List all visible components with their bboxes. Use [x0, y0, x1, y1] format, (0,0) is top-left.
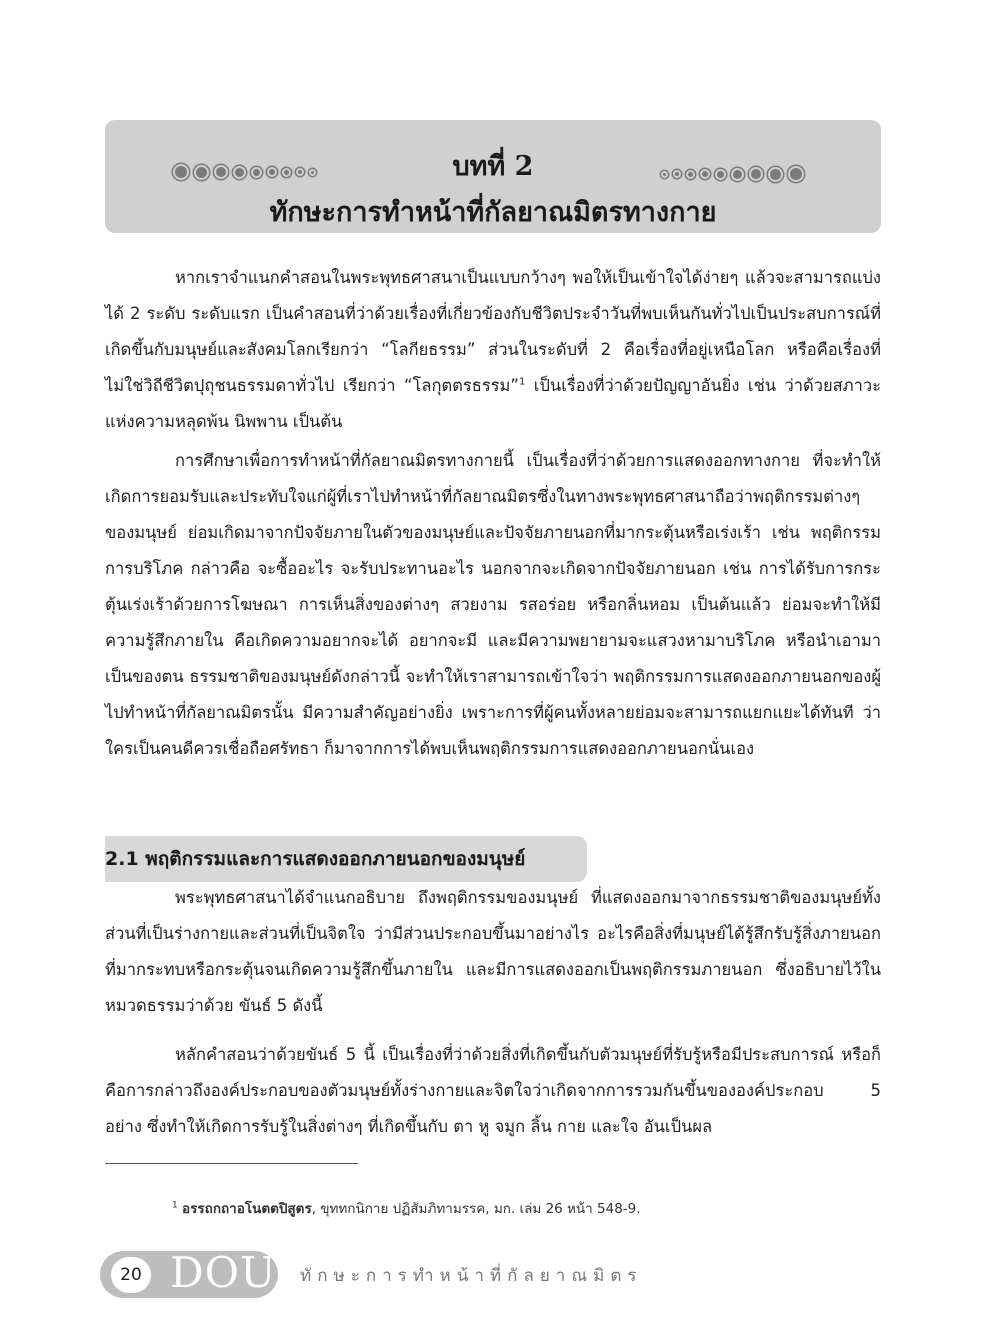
section-paragraph-2: [105, 1037, 881, 1145]
dot-icon: [749, 167, 763, 181]
dot-icon: [661, 171, 668, 178]
decorative-dots-right: [661, 166, 804, 182]
brand-logo: DOU: [170, 1248, 277, 1297]
chapter-number: บทที่ 2: [452, 151, 534, 182]
dot-icon: [715, 169, 726, 180]
chapter-title: ทักษะการทำหน้าที่กัลยาณมิตรทางกาย: [269, 197, 717, 228]
chapter-banner: [105, 120, 881, 233]
page-number: 20: [111, 1257, 151, 1293]
footnote-source-detail: , ขุททกนิกาย ปฏิสัมภิทามรรค, มก. เล่ม 26 หน้า 548-9.: [311, 1201, 641, 1217]
section-paragraph-1: [105, 880, 881, 1024]
paragraph-text: การศึกษาเพื่อการทำหน้าที่กัลยาณมิตรทางกายนี้ เป็นเรื่องที่ว่าด้วยการแสดงออกทางกาย ที่จะทำให้เกิดการยอมรับและประทับใจแก่ผู้ที่เราไปทำหน้าที่กัลยาณมิตรซึ่งในทางพระพุทธศาสนาถือว่าพฤติกรรมต่างๆ ของมนุษย์ ย่อมเกิดมาจากปัจจัยภายในตัวของมนุษย์และปัจจัยภายนอกที่มากระตุ้นหรือเร่งเร้า เช่น พฤติกรรมการบริโภค กล่าวคือ จะซื้ออะไร จะรับประทานอะไร นอกจากจะเกิดจากปัจจัยภายนอก เช่น การได้รับการกระตุ้นเร่งเร้าด้วยการโฆษณา การเห็นสิ่งของต่างๆ สวยงาม รสอร่อย หรือกลิ่นหอม เป็นต้นแล้ว ย่อมจะทำให้มีความรู้สึกภายใน คือเกิดความอยากจะได้ อยากจะมี และมีความพยายามจะแสวงหามาบริโภค หรือนำเอามาเป็นของตน ธรรมชาติของมนุษย์ดังกล่าวนี้ จะทำให้เราสามารถเข้าใจว่า พฤติกรรมการแสดงออกภายนอกของผู้ไปทำหน้าที่กัลยาณมิตรนั้น มีความสำคัญอย่างยิ่ง เพราะการที่ผู้คนทั้งหลายย่อมจะสามารถแยกแยะได้ทันที ว่าใครเป็นคนดีควรเชื่อถือศรัทธา ก็มาจากการได้พบเห็นพฤติกรรมการแสดงออกภายนอกนั่นเอง: [105, 451, 881, 758]
paragraph-text: พระพุทธศาสนาได้จำแนกอธิบาย ถึงพฤติกรรมของมนุษย์ ที่แสดงออกมาจากธรรมชาติของมนุษย์ทั้งส่วนที่เป็นร่างกายและส่วนที่เป็นจิตใจ ว่ามีส่วนประกอบขึ้นมาอย่างไร อะไรคือสิ่งที่มนุษย์ได้รู้สึกรับรู้สิ่งภายนอกที่มากระทบหรือกระตุ้นจนเกิดความรู้สึกขึ้นภายใน และมีการแสดงออกเป็นพฤติกรรมภายนอก ซึ่งอธิบายไว้ในหมวดธรรมว่าด้วย ขันธ์ 5 ดังนี้: [105, 888, 881, 1015]
dot-icon: [731, 168, 744, 181]
dot-icon: [768, 167, 783, 182]
paragraph-text: หลักคำสอนว่าด้วยขันธ์ 5 นี้ เป็นเรื่องที่ว่าด้วยสิ่งที่เกิดขึ้นกับตัวมนุษย์ที่รับรู้หรือมีประสบการณ์ หรือก็คือการกล่าวถึงองค์ประกอบของตัวมนุษย์ทั้งร่างกายและจิตใจว่าเกิดจากการรวมกันขึ้นขององค์ประกอบ 5 อย่าง ซึ่งทำให้เกิดการรับรู้ในสิ่งต่างๆ ที่เกิดขึ้นกับ ตา หู จมูก ลิ้น กาย และใจ อันเป็นผล: [105, 1045, 881, 1136]
dot-icon: [700, 169, 710, 179]
dot-icon: [673, 170, 681, 178]
intro-paragraph-2: [105, 443, 881, 767]
dot-icon: [686, 170, 695, 179]
footer-badge: [100, 1248, 278, 1298]
footnote-divider: [105, 1163, 358, 1164]
footnote-reference[interactable]: 1: [518, 376, 526, 388]
footnote-number: 1: [172, 1200, 178, 1211]
paragraph-text: เป็นเรื่องที่ว่าด้วยปัญญาอันยิ่ง เช่น ว่าด้วยสภาวะแห่งความหลุดพ้น นิพพาน เป็นต้น: [105, 376, 882, 431]
dot-icon: [788, 166, 804, 182]
paragraph-text: หากเราจำแนกคำสอนในพระพุทธศาสนาเป็นแบบกว้างๆ พอให้เป็นเข้าใจได้ง่ายๆ แล้วจะสามารถแบ่งได้ 2 ระดับ ระดับแรก เป็นคำสอนที่ว่าด้วยเรื่องที่เกี่ยวข้องกับชีวิตประจำวันที่พบเห็นกันทั่วไปเป็นประสบการณ์ที่เกิดขึ้นกับมนุษย์และสังคมโลกเรียกว่า “โลกียธรรม” ส่วนในระดับที่ 2 คือเรื่องที่อยู่เหนือโลก หรือคือเรื่องที่ไม่ใช่วิถีชีวิตปุถุชนธรรมดาทั่วไป เรียกว่า “โลกุตตรธรรม”: [105, 268, 881, 395]
footnote-source-title: อรรถกถาอโนตตปิสูตร: [182, 1201, 312, 1217]
running-title: ทักษะการทำหน้าที่กัลยาณมิตร: [300, 1266, 643, 1286]
intro-paragraph-1: [105, 260, 881, 440]
footnote: [172, 1197, 641, 1219]
section-heading: [105, 836, 587, 882]
section-heading-text: 2.1 พฤติกรรมและการแสดงออกภายนอกของมนุษย์: [105, 848, 526, 870]
